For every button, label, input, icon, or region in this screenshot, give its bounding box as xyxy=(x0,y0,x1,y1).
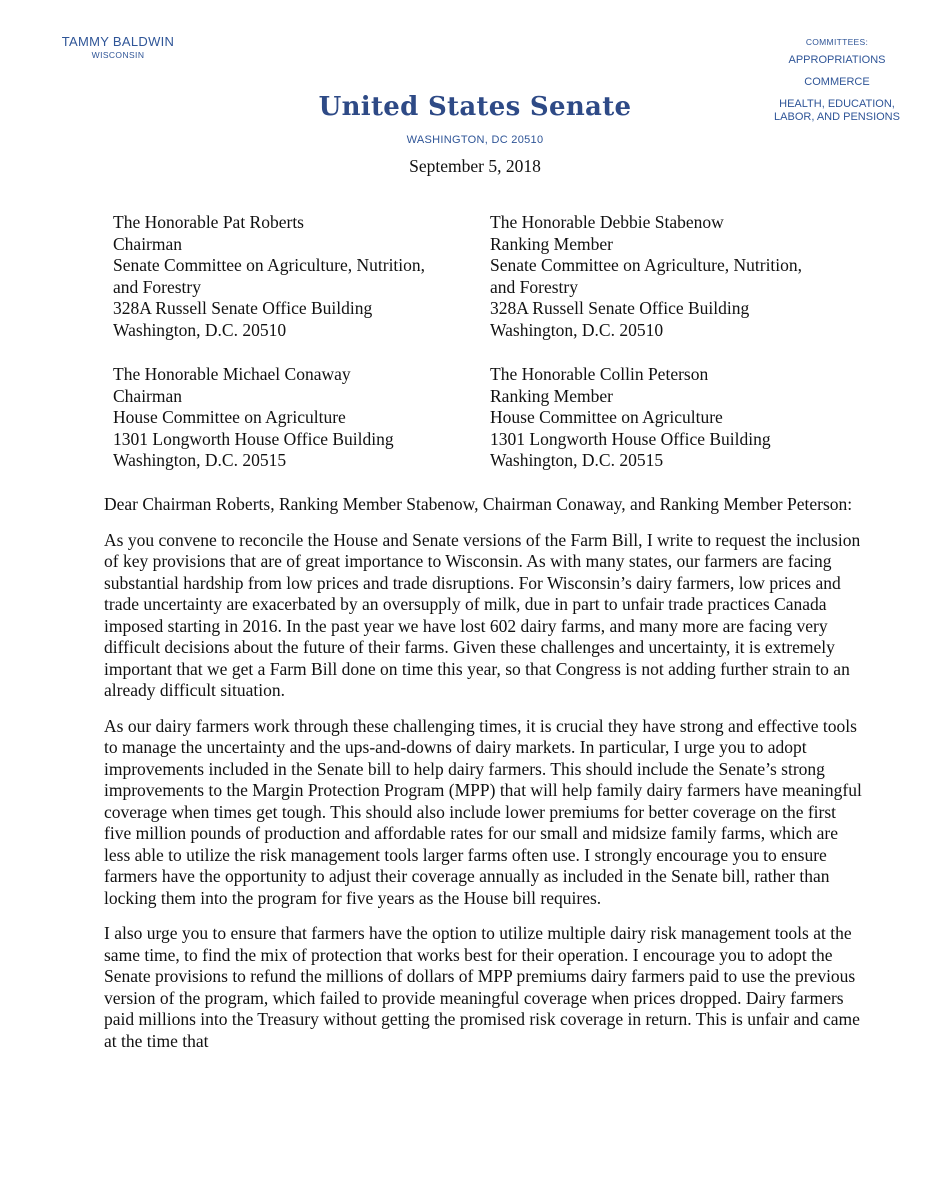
recipient-line: and Forestry xyxy=(113,276,201,297)
recipient-line: House Committee on Agriculture xyxy=(490,407,723,427)
letterhead-city: WASHINGTON, DC 20510 xyxy=(406,134,544,146)
recipient-line: 1301 Longworth House Office Building xyxy=(490,428,771,449)
sender-name: TAMMY BALDWIN xyxy=(61,34,175,49)
recipient-line: 328A Russell Senate Office Building xyxy=(490,298,750,318)
recipient-line: The Honorable Pat Roberts xyxy=(113,212,304,232)
letter-date: September 5, 2018 xyxy=(409,156,541,176)
sender-state: WISCONSIN xyxy=(91,50,145,60)
recipient-line: Senate Committee on Agriculture, Nutrition, xyxy=(490,255,803,275)
body-paragraph: I also urge you to ensure that farmers have the option to utilize multiple dairy risk management tools at the same time, to find the mix of protection that works best for their operation. I encourage you to adopt the Senate provisions to refund the millions of dollars of MPP premiums dairy farmers paid to use the previous version of the program, which failed to provide meaningful coverage when prices dropped. Dairy farmers paid millions into the Treasury without getting the promised risk coverage in return. This is unfair and came at the time that xyxy=(104,923,860,1051)
recipient-line: Chairman xyxy=(113,385,183,406)
committee-item: HEALTH, EDUCATION, LABOR, AND PENSIONS xyxy=(774,98,900,123)
letter-body xyxy=(104,494,864,1066)
recipient-line: Chairman xyxy=(113,233,183,254)
body-paragraph: As you convene to reconcile the House and Senate versions of the Farm Bill, I write to request the inclusion of key provisions that are of great importance to Wisconsin. As with many states, our farmers are facing substantial hardship from low prices and trade disruptions. For Wisconsin’s dairy farmers, low prices and trade uncertainty are exacerbated by an oversupply of milk, due in part to unfair trade practices Canada imposed starting in 2016. In the past year we have lost 602 dairy farms, and many more are facing very difficult decisions about the future of their farms. Given these challenges and uncertainty, it is extremely important that we get a Farm Bill done on time this year, so that Congress is not adding further strain to an already difficult situation. xyxy=(104,529,861,700)
committee-item: COMMERCE xyxy=(804,76,870,88)
recipient-line: The Honorable Collin Peterson xyxy=(490,364,709,384)
recipient-line: Washington, D.C. 20510 xyxy=(490,319,664,340)
recipient-line: 328A Russell Senate Office Building xyxy=(113,298,373,318)
recipient-line: House Committee on Agriculture xyxy=(113,407,346,427)
recipient-line: 1301 Longworth House Office Building xyxy=(113,428,394,449)
recipient-address xyxy=(490,212,850,341)
committees-heading: COMMITTEES: xyxy=(805,37,869,47)
body-paragraph: As our dairy farmers work through these challenging times, it is crucial they have strong and effective tools to manage the uncertainty and the ups-and-downs of dairy markets. In particular, I urge you to adopt improvements included in the Senate bill to help dairy farmers. This should include the Senate’s strong improvements to the Margin Protection Program (MPP) that will help family dairy farmers have meaningful coverage when times get tough. This should also include lower premiums for better coverage on the first five million pounds of production and affordable rates for our small and midsize family farms, which are less able to utilize the risk management tools larger farms often use. I strongly encourage you to ensure farmers have the opportunity to adjust their coverage annually as included in the Senate bill, rather than locking them into the program for five years as the House bill requires. xyxy=(104,715,862,908)
recipient-line: Ranking Member xyxy=(490,233,613,254)
letterhead-title: United States Senate xyxy=(318,92,632,122)
recipient-line: Washington, D.C. 20515 xyxy=(490,450,664,470)
recipient-line: and Forestry xyxy=(490,276,578,297)
recipient-address xyxy=(490,364,850,472)
recipient-line: The Honorable Michael Conaway xyxy=(113,364,351,384)
sender-block xyxy=(38,34,198,60)
recipient-line: The Honorable Debbie Stabenow xyxy=(490,212,724,232)
recipient-line: Washington, D.C. 20515 xyxy=(113,450,287,470)
committee-item: APPROPRIATIONS xyxy=(788,54,886,66)
recipient-address xyxy=(113,364,473,472)
salutation: Dear Chairman Roberts, Ranking Member Stabenow, Chairman Conaway, and Ranking Member Peterson: xyxy=(104,494,853,514)
recipient-line: Senate Committee on Agriculture, Nutrition, xyxy=(113,255,426,275)
recipient-line: Ranking Member xyxy=(490,385,613,406)
recipient-line: Washington, D.C. 20510 xyxy=(113,319,287,340)
committees-block xyxy=(762,37,912,133)
recipient-address xyxy=(113,212,473,341)
